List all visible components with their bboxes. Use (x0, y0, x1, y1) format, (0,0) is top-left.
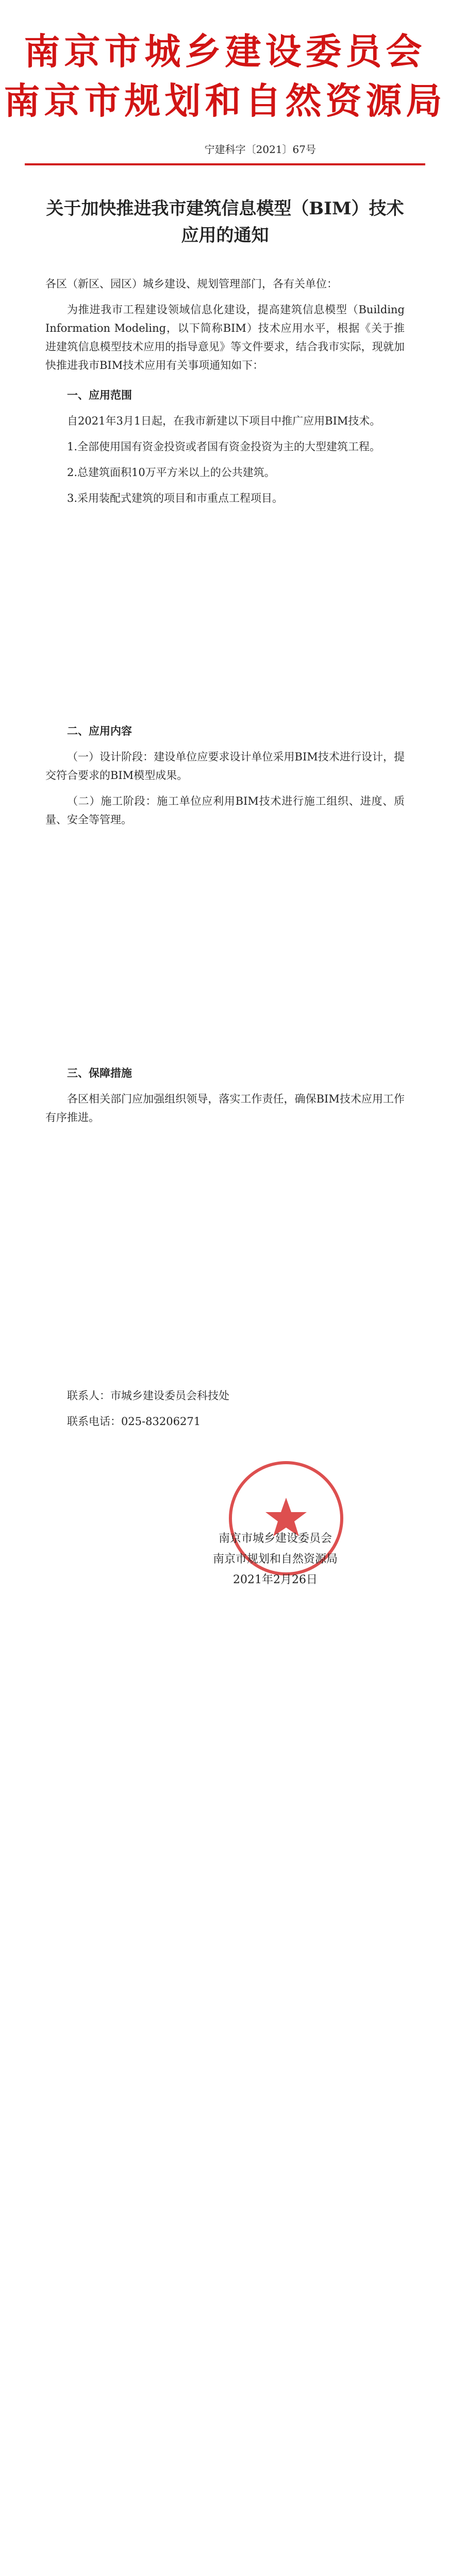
addressee: 各区（新区、园区）城乡建设、规划管理部门，各有关单位： (45, 278, 338, 290)
document-number: 宁建科字〔2021〕67号 (204, 143, 316, 156)
document-body (0, 275, 450, 1606)
sign-date: 2021年2月26日 (233, 1573, 318, 1586)
signer-org-2: 南京市规划和自然资源局 (212, 1553, 338, 1566)
red-divider (25, 163, 425, 165)
document-header (0, 0, 450, 165)
paragraph: 为推进我市工程建设领域信息化建设，提高建筑信息模型（Building Information Modeling，以下简称BIM）技术应用水平，根据《关于推进建筑信息模型技术应用的指导意见》等文件要求，结合我市实际，现就加快推进我市BIM技术应用有关事项通知如下： (45, 303, 405, 371)
section-heading: 二、应用内容 (67, 725, 132, 737)
contact-line: 联系人：市城乡建设委员会科技处 (67, 1389, 229, 1402)
contact-phone: 联系电话：025-83206271 (67, 1415, 201, 1428)
paragraph: 1.全部使用国有资金投资或者国有资金投资为主的大型建筑工程。 (67, 440, 381, 453)
paragraph: 各区相关部门应加强组织领导，落实工作责任，确保BIM技术应用工作有序推进。 (45, 1093, 405, 1124)
signer-org-1: 南京市城乡建设委员会 (218, 1532, 332, 1545)
paragraph: 2.总建筑面积10万平方米以上的公共建筑。 (67, 466, 275, 479)
paragraph: 3.采用装配式建筑的项目和市重点工程项目。 (67, 492, 284, 504)
signer (213, 1529, 338, 1590)
paragraph: 自2021年3月1日起，在我市新建以下项目中推广应用BIM技术。 (67, 415, 381, 427)
document-title-line-2: 应用的通知 (181, 225, 269, 246)
section-heading: 三、保障措施 (67, 1067, 132, 1079)
section-heading: 一、应用范围 (67, 389, 132, 401)
issuing-org-2: 南京市规划和自然资源局 (4, 79, 446, 122)
contact-block (45, 1386, 405, 1431)
paragraph: （一）设计阶段：建设单位应要求设计单位采用BIM技术进行设计，提交符合要求的BIM模型成果。 (45, 751, 405, 782)
issuing-org-1: 南京市城乡建设委员会 (24, 30, 426, 73)
paragraph: （二）施工阶段：施工单位应利用BIM技术进行施工组织、进度、质量、安全等管理。 (45, 795, 405, 826)
signature-block (45, 1451, 405, 1606)
document-title-line-1: 关于加快推进我市建筑信息模型（BIM）技术 (46, 198, 404, 219)
